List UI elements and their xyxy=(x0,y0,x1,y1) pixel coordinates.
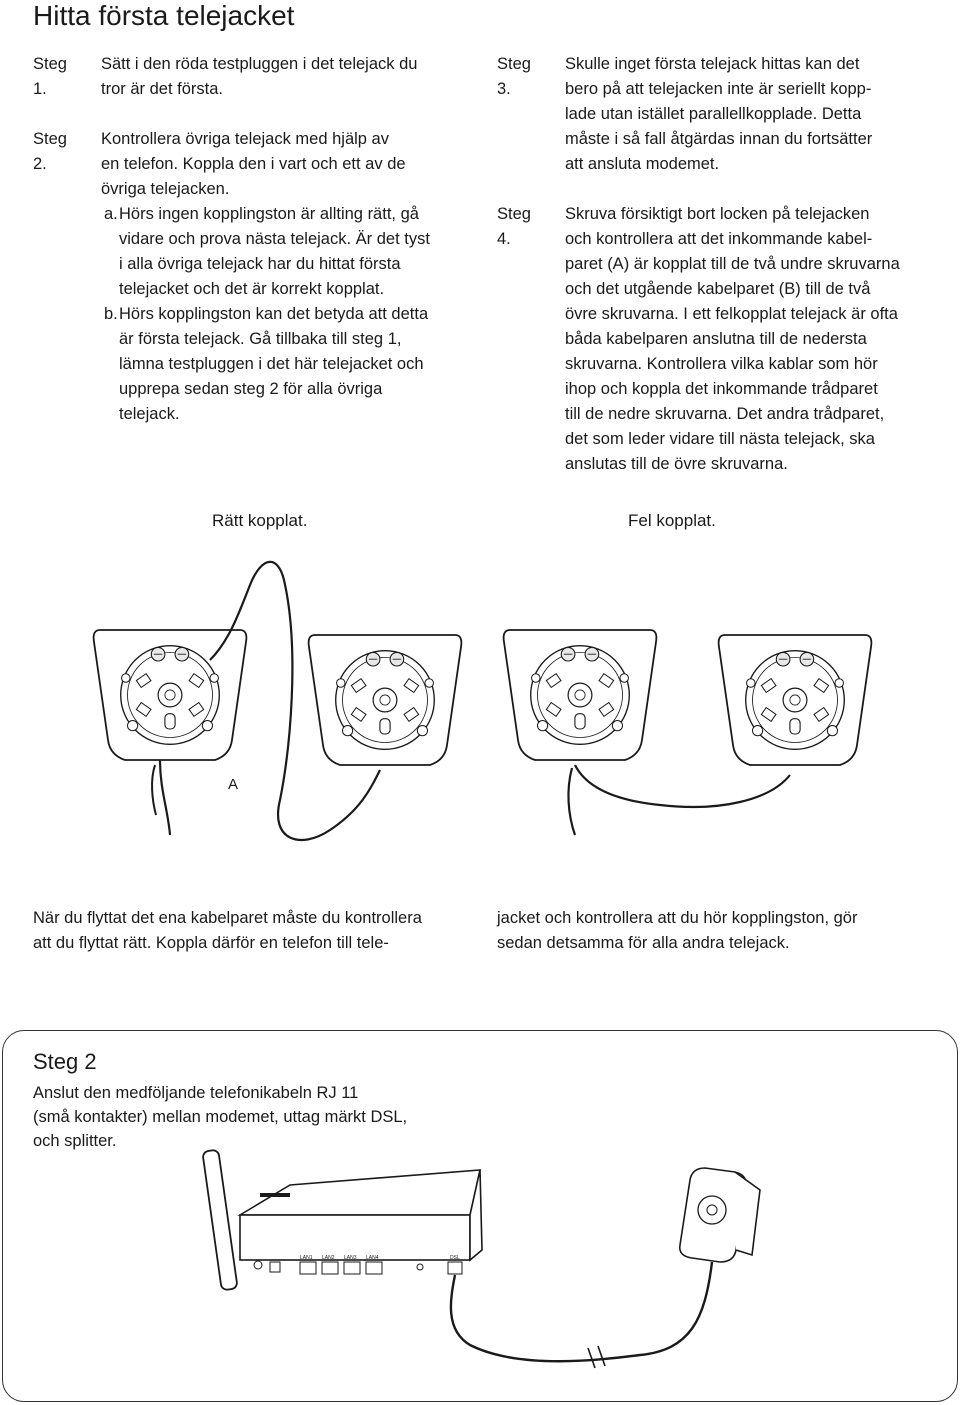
jack-correct-2 xyxy=(309,635,462,765)
sub-b-line-1: Hörs kopplingston kan det betyda att detta xyxy=(119,305,429,323)
sub-b-line-4: upprepa sedan steg 2 för alla övriga xyxy=(119,380,383,398)
step-4-line-7: skruvarna. Kontrollera vilka kablar som hör xyxy=(565,355,878,373)
step-2-label: Steg 2. xyxy=(33,130,67,173)
step-4-line-5: övre skruvarna. I ett felkopplat telejack är ofta xyxy=(565,305,898,323)
step-4-line-2: och kontrollera att det inkommande kabel- xyxy=(565,230,873,248)
modem-port-lan3: LAN3 xyxy=(344,1255,357,1261)
caption-wrong: Fel kopplat. xyxy=(628,511,716,530)
step-4-label: Steg 4. xyxy=(497,205,531,248)
step-2-line-2: en telefon. Koppla den i vart och ett av de xyxy=(101,155,406,173)
jack-correct-1 xyxy=(94,630,247,760)
caption-correct: Rätt kopplat. xyxy=(212,511,308,530)
sub-b-label: b. xyxy=(104,305,118,323)
sub-a-line-2: vidare och prova nästa telejack. Är det tyst xyxy=(119,230,430,248)
modem-port-lan2: LAN2 xyxy=(322,1255,335,1261)
cable-wrong xyxy=(575,765,790,807)
bottom-text-left xyxy=(33,906,483,956)
jack-wrong-1 xyxy=(504,630,657,760)
step-3-line-3: lade utan istället parallellkopplade. Detta xyxy=(565,105,862,123)
step-1-line-2: tror är det första. xyxy=(101,80,223,98)
steg2-box xyxy=(2,1030,958,1402)
steg2-text xyxy=(33,1081,473,1153)
bottom-right-line-1: jacket och kontrollera att du hör kopplingston, gör xyxy=(497,909,858,927)
sub-a-line-4: telejacket och det är korrekt kopplat. xyxy=(119,280,385,298)
step-4-line-6: båda kabelparen anslutna till de nedersta xyxy=(565,330,867,348)
bottom-text-right xyxy=(497,906,927,956)
step-4-line-9: till de nedre skruvarna. Det andra trådparet, xyxy=(565,405,885,423)
sub-a-label: a. xyxy=(104,205,118,223)
steg2-line-1: Anslut den medföljande telefonikabeln RJ 11 xyxy=(33,1084,359,1102)
step-2-line-1: Kontrollera övriga telejack med hjälp av xyxy=(101,130,389,148)
step-3-line-2: bero på att telejacken inte är seriellt kopp- xyxy=(565,80,872,98)
modem-port-lan1: LAN1 xyxy=(300,1255,313,1261)
step-4-line-3: paret (A) är kopplat till de två undre skruvarna xyxy=(565,255,900,273)
step-3-line-5: att ansluta modemet. xyxy=(565,155,720,173)
step-1-line-1: Sätt i den röda testpluggen i det telejack du xyxy=(101,55,418,73)
bottom-right-line-2: sedan detsamma för alla andra telejack. xyxy=(497,934,790,952)
step-1-label: Steg 1. xyxy=(33,55,67,98)
step-4-line-8: ihop och koppla det inkommande trådparet xyxy=(565,380,878,398)
step-4-line-1: Skruva försiktigt bort locken på telejacken xyxy=(565,205,870,223)
steg2-line-3: och splitter. xyxy=(33,1132,117,1150)
step-4-line-11: anslutas till de övre skruvarna. xyxy=(565,455,788,473)
sub-a-line-3: i alla övriga telejack har du hittat första xyxy=(119,255,401,273)
step-3-line-4: måste i så fall åtgärdas innan du fortsätter xyxy=(565,130,873,148)
modem-port-dsl: DSL xyxy=(450,1255,460,1261)
step-2-line-3: övriga telejacken. xyxy=(101,180,230,198)
cable-a-correct xyxy=(160,760,170,835)
step-4-line-4: och det utgående kabelparet (B) till de två xyxy=(565,280,871,298)
step-4-line-10: det som leder vidare till nästa telejack, ska xyxy=(565,430,875,448)
modem-port-lan4: LAN4 xyxy=(366,1255,379,1261)
jack-wrong-2 xyxy=(719,635,872,765)
sub-b-line-5: telejack. xyxy=(119,405,180,423)
page-title: Hitta första telejacket xyxy=(33,0,295,31)
step-3-label: Steg 3. xyxy=(497,55,531,98)
sub-a-line-1: Hörs ingen kopplingston är allting rätt, gå xyxy=(119,205,419,223)
sub-b-line-2: är första telejack. Gå tillbaka till steg 1, xyxy=(119,330,402,348)
steg2-title: Steg 2 xyxy=(33,1049,97,1074)
steg2-line-2: (små kontakter) mellan modemet, uttag märkt DSL, xyxy=(33,1108,408,1126)
bottom-left-line-2: att du flyttat rätt. Koppla därför en telefon till tele- xyxy=(33,934,389,952)
label-a: A xyxy=(228,776,239,793)
bottom-left-line-1: När du flyttat det ena kabelparet måste du kontrollera xyxy=(33,909,422,927)
sub-b-line-3: lämna testpluggen i det här telejacket och xyxy=(119,355,424,373)
step-3-line-1: Skulle inget första telejack hittas kan det xyxy=(565,55,860,73)
